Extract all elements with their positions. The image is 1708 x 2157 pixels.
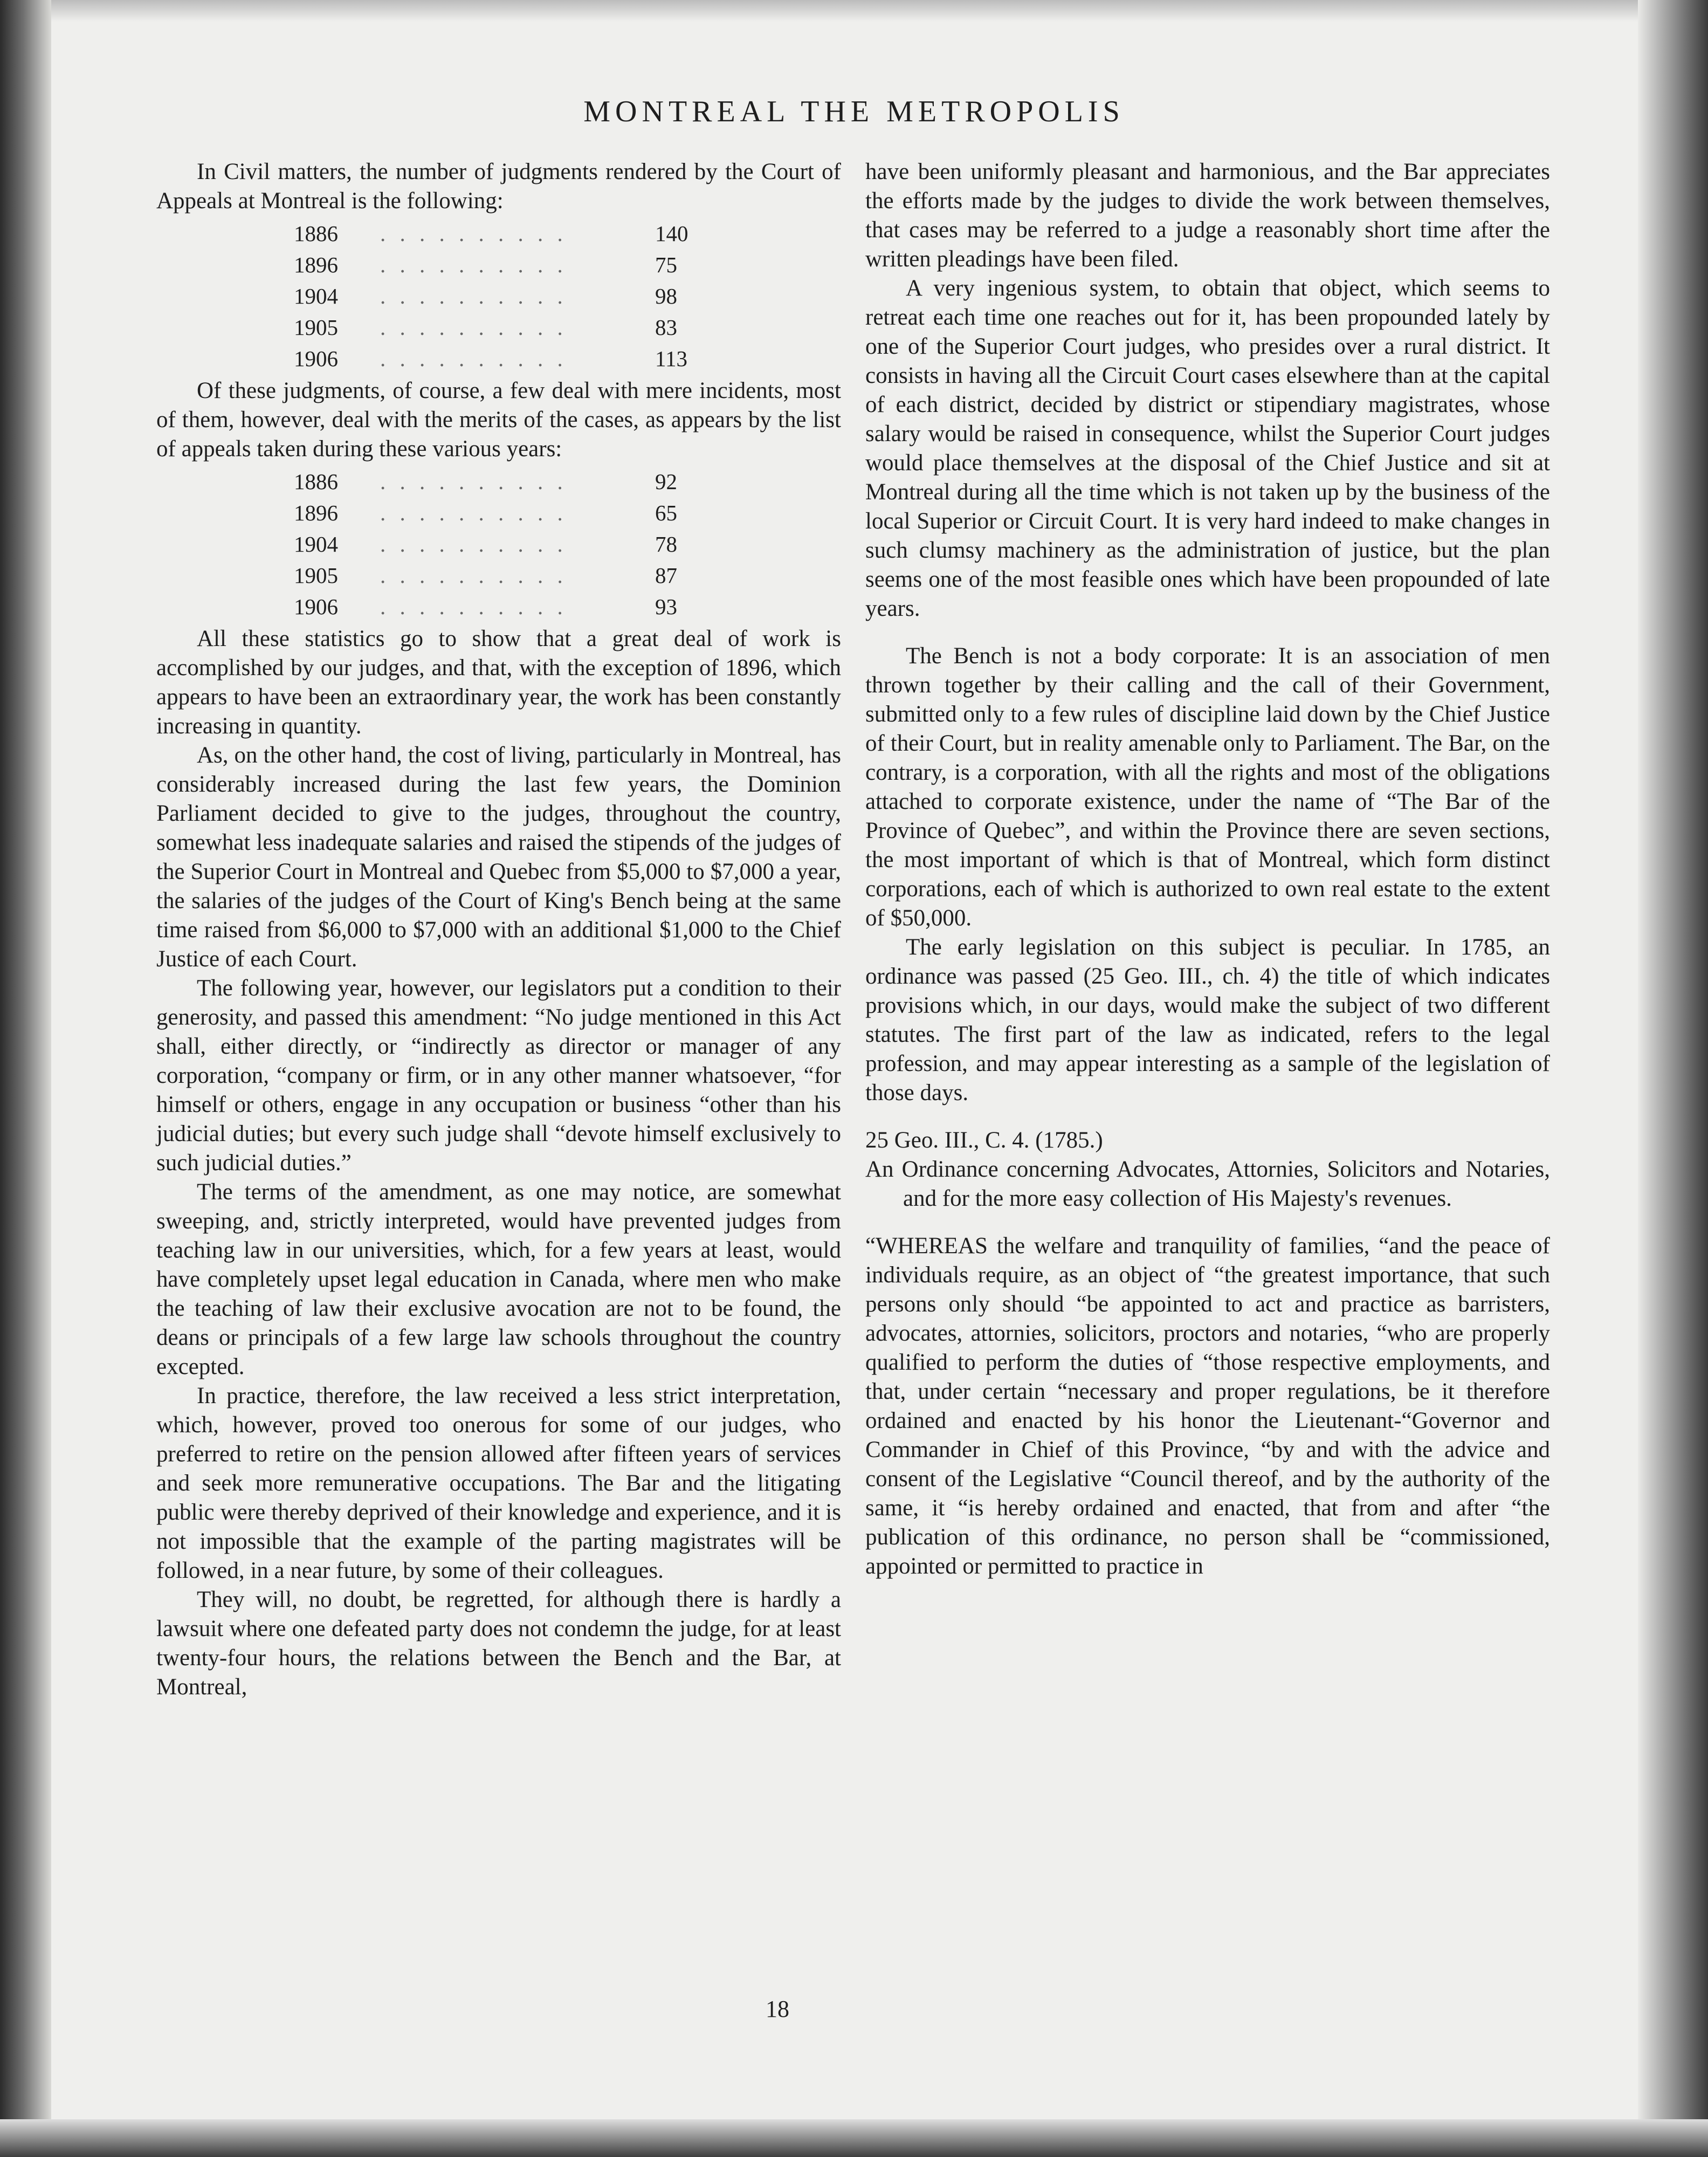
paragraph: All these statistics go to show that a great deal of work is accomplished by our judges, and that, with the exception of 1896, which appears to have been an extraordinary year, the work has been constantly increasing in quantity. bbox=[156, 626, 841, 739]
table-row bbox=[294, 466, 720, 497]
scan-top-edge bbox=[0, 0, 1708, 22]
year-cell: 1906 bbox=[294, 346, 338, 371]
value-cell: 83 bbox=[655, 315, 677, 340]
spacer bbox=[865, 1213, 1550, 1232]
table-row bbox=[294, 528, 720, 560]
value-cell: 93 bbox=[655, 594, 677, 619]
scan-left-edge bbox=[0, 0, 51, 2157]
right-column bbox=[865, 157, 1550, 1581]
year-cell: 1896 bbox=[294, 500, 338, 525]
year-cell: 1906 bbox=[294, 594, 338, 619]
paragraph: They will, no doubt, be regretted, for although there is hardly a lawsuit where one defeated party does not condemn the judge, for at least twenty-four hours, the relations between the Bench and the Bar, at Montreal, bbox=[156, 1587, 841, 1700]
leader-dots: . . . . . . . . . . bbox=[380, 252, 567, 277]
year-cell: 1905 bbox=[294, 563, 338, 588]
table-row bbox=[294, 560, 720, 591]
value-cell: 113 bbox=[655, 346, 687, 371]
scan-bottom-edge bbox=[0, 2119, 1708, 2157]
running-header: MONTREAL THE METROPOLIS bbox=[583, 95, 1125, 128]
value-cell: 87 bbox=[655, 563, 677, 588]
value-cell: 75 bbox=[655, 252, 677, 277]
paragraph: The following year, however, our legislators put a condition to their generosity, and passed this amendment: “No judge mentioned in this Act shall, either directly, or “indirectly as director or manager of any corporation, “company or firm, or in any other manner whatsoever, “for himself or others, engage in any occupation or business “other than his judicial duties; but every such judge shall “devote himself exclusively to such judicial duties.” bbox=[156, 976, 841, 1176]
paragraph: have been uniformly pleasant and harmonious, and the Bar appreciates the efforts made by the judges to divide the work between themselves, that cases may be referred to a judge a reasonably short time after the written pleadings have been filed. bbox=[865, 159, 1550, 272]
leader-dots: . . . . . . . . . . bbox=[380, 594, 567, 619]
value-cell: 98 bbox=[655, 284, 677, 308]
paragraph: In practice, therefore, the law received a less strict interpretation, which, however, proved too onerous for some of our judges, who preferred to retire on the pension allowed after fifteen years of services and seek more remunerative occupations. The Bar and the litigating public were thereby deprived of their knowledge and experience, and it is not impossible that the example of the parting magistrates will be followed, in a near future, by some of their colleagues. bbox=[156, 1383, 841, 1583]
leader-dots: . . . . . . . . . . bbox=[380, 500, 567, 525]
table-row bbox=[294, 497, 720, 528]
paragraph: A very ingenious system, to obtain that object, which seems to retreat each time one reaches out for it, has been propounded lately by one of the Superior Court judges, who presides over a rural district. It consists in having all the Circuit Court cases elsewhere than at the capital of each district, decided by district or stipendiary magistrates, whose salary would be raised in consequence, whilst the Superior Court judges would place themselves at the disposal of the Chief Justice and sit at Montreal during all the time which is not taken up by the business of the local Superior or Circuit Court. It is very hard indeed to make changes in such clumsy machinery as the administration of justice, but the plan seems one of the most feasible ones which have been propounded of late years. bbox=[865, 276, 1550, 621]
ordinance-title: An Ordinance concerning Advocates, Attornies, Solicitors and Notaries, and for the more easy collection of His Majesty's revenues. bbox=[865, 1157, 1550, 1211]
table-row bbox=[294, 343, 720, 374]
year-cell: 1886 bbox=[294, 221, 338, 246]
page-number: 18 bbox=[766, 1996, 789, 2022]
value-cell: 78 bbox=[655, 532, 677, 557]
left-column bbox=[156, 157, 841, 1702]
paragraph: Of these judgments, of course, a few deal with mere incidents, most of them, however, deal with the merits of the cases, as appears by the list of appeals taken during these various years: bbox=[156, 378, 841, 462]
year-cell: 1886 bbox=[294, 469, 338, 494]
value-cell: 65 bbox=[655, 500, 677, 525]
leader-dots: . . . . . . . . . . bbox=[380, 346, 567, 371]
appeals-table bbox=[294, 466, 720, 622]
year-cell: 1905 bbox=[294, 315, 338, 340]
leader-dots: . . . . . . . . . . bbox=[380, 469, 567, 494]
spacer bbox=[865, 1108, 1550, 1126]
value-cell: 92 bbox=[655, 469, 677, 494]
table-row bbox=[294, 280, 720, 312]
leader-dots: . . . . . . . . . . bbox=[380, 563, 567, 588]
paragraph: In Civil matters, the number of judgments rendered by the Court of Appeals at Montreal is the following: bbox=[156, 159, 841, 214]
leader-dots: . . . . . . . . . . bbox=[380, 315, 567, 340]
ordinance-text: “WHEREAS the welfare and tranquility of families, “and the peace of individuals require, as an object of “the greatest importance, that such persons only should “be appointed to act and practice as barristers, advocates, attornies, solicitors, proctors and notaries, “who are properly qualified to perform the duties of “those respective employments, and that, under certain “necessary and proper regulations, be it therefore ordained and enacted by his honor the Lieutenant-“Governor and Commander in Chief of this Province, “by and with the advice and consent of the Legislative “Council thereof, and by the authority of the same, it “is hereby ordained and enacted, that from and after “the publication of this ordinance, no person shall be “commissioned, appointed or permitted to practice in bbox=[865, 1233, 1550, 1579]
table-row bbox=[294, 249, 720, 280]
table-row bbox=[294, 312, 720, 343]
paragraph: The early legislation on this subject is peculiar. In 1785, an ordinance was passed (25 Geo. III., ch. 4) the title of which indicates provisions which, in our days, would make the subject of two different statutes. The first part of the law as indicated, refers to the legal profession, and may appear interesting as a sample of the legislation of those days. bbox=[865, 935, 1550, 1105]
paragraph: The terms of the amendment, as one may notice, are somewhat sweeping, and, strictly interpreted, would have prevented judges from teaching law in our universities, which, for a few years at least, would have completely upset legal education in Canada, where men who make the teaching of law their exclusive avocation are not to be found, the deans or principals of a few large law schools throughout the country excepted. bbox=[156, 1179, 841, 1379]
year-cell: 1904 bbox=[294, 532, 338, 557]
leader-dots: . . . . . . . . . . bbox=[380, 284, 567, 308]
paragraph: As, on the other hand, the cost of living, particularly in Montreal, has considerably increased during the last few years, the Dominion Parliament decided to give to the judges, throughout the country, somewhat less inadequate salaries and raised the stipends of the judges of the Superior Court in Montreal and Quebec from $5,000 to $7,000 a year, the salaries of the judges of the Court of King's Bench being at the same time raised from $6,000 to $7,000 with an additional $1,000 to the Chief Justice of each Court. bbox=[156, 743, 841, 972]
value-cell: 140 bbox=[655, 221, 688, 246]
year-cell: 1904 bbox=[294, 284, 338, 308]
ordinance-citation: 25 Geo. III., C. 4. (1785.) bbox=[865, 1128, 1103, 1153]
leader-dots: . . . . . . . . . . bbox=[380, 221, 567, 246]
spacer bbox=[865, 623, 1550, 642]
judgments-table bbox=[294, 218, 720, 374]
year-cell: 1896 bbox=[294, 252, 338, 277]
leader-dots: . . . . . . . . . . bbox=[380, 532, 567, 557]
scan-right-edge bbox=[1638, 0, 1708, 2157]
table-row bbox=[294, 591, 720, 622]
paragraph: The Bench is not a body corporate: It is an association of men thrown together by their calling and the call of their Government, submitted only to a few rules of discipline laid down by the Chief Justice of their Court, but in reality amenable only to Parliament. The Bar, on the contrary, is a corporation, with all the rights and most of the obligations attached to corporate existence, under the name of “The Bar of the Province of Quebec”, and within the Province there are seven sections, the most important of which is that of Montreal, which form distinct corporations, each of which is authorized to own real estate to the extent of $50,000. bbox=[865, 643, 1550, 931]
table-row bbox=[294, 218, 720, 249]
